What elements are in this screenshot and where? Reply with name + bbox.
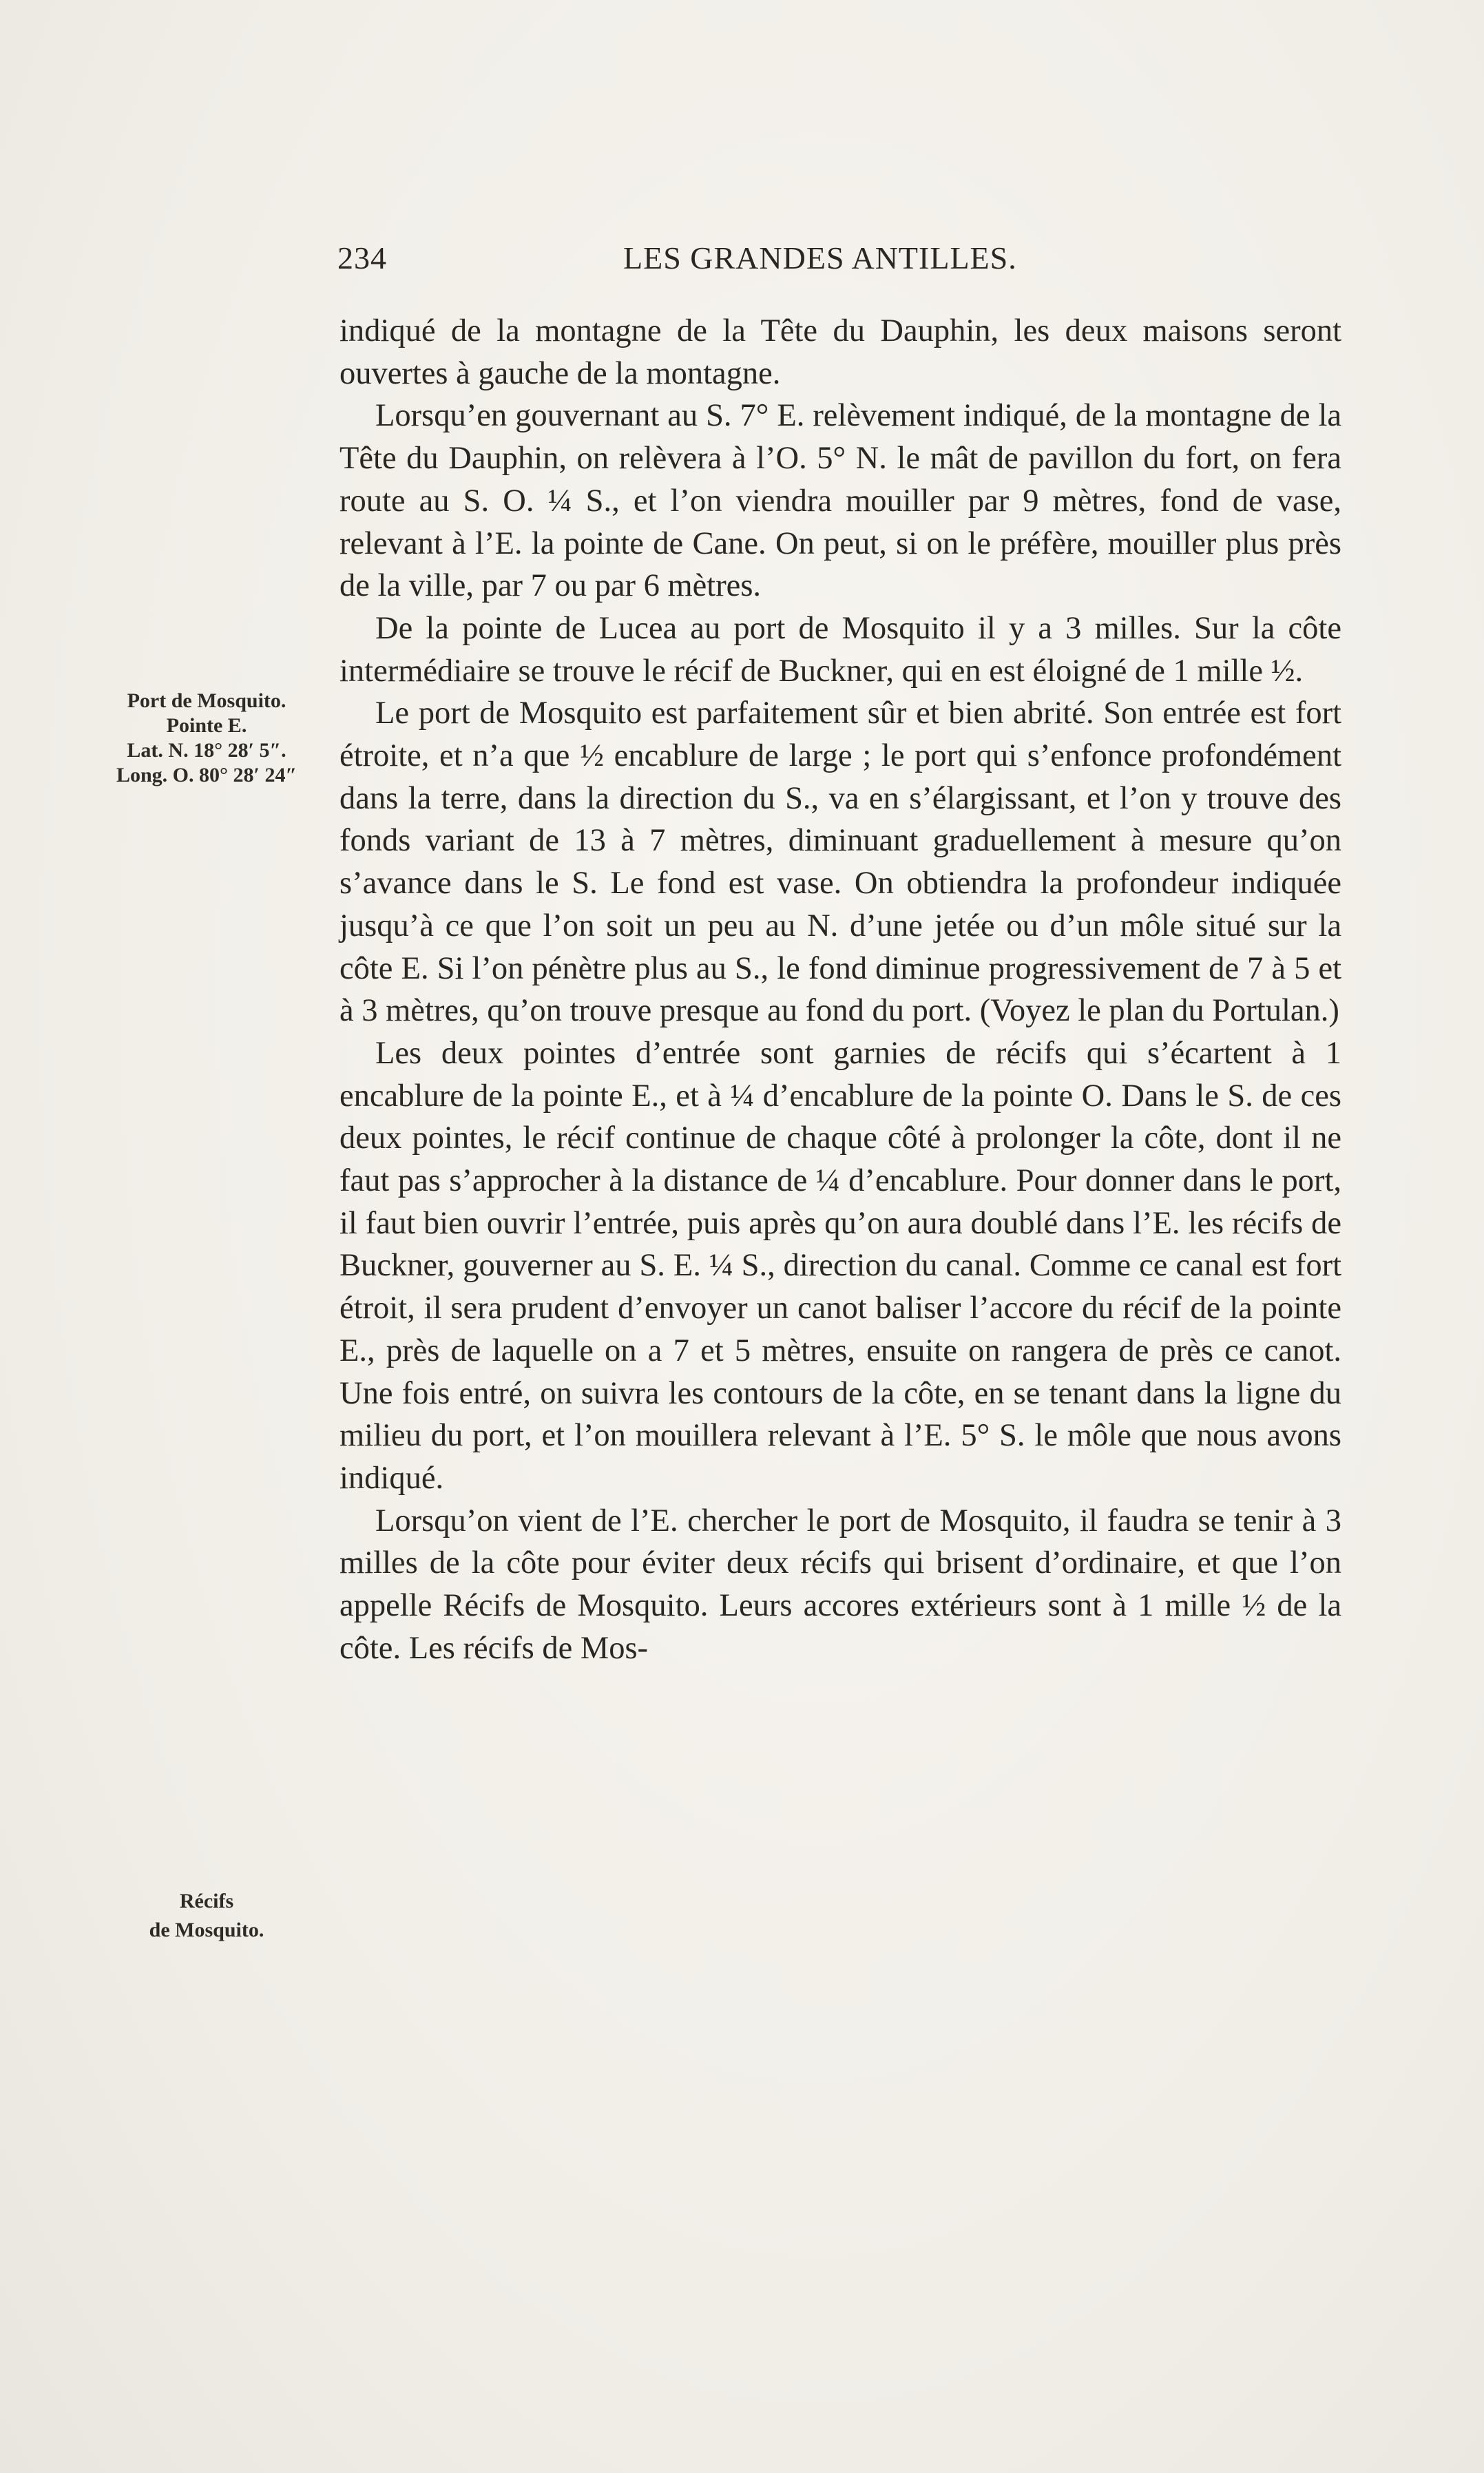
paragraph: De la pointe de Lucea au port de Mosquito il y a 3 milles. Sur la côte intermédiaire se trouve le récif de Buckner, qui en est éloigné de 1 mille ½.	[339, 610, 1341, 689]
margin-note-line: Récifs	[179, 1890, 234, 1912]
margin-note-line: de Mosquito.	[149, 1919, 264, 1941]
margin-note-line: Long. O. 80° 28′ 24″	[116, 764, 297, 786]
body-text	[339, 310, 1341, 1670]
paragraph: indiqué de la montagne de la Tête du Dauphin, les deux maisons seront ouvertes à gauche de la montagne.	[339, 313, 1341, 391]
margin-note-recifs-mosquito	[83, 1887, 331, 1945]
paragraph: Les deux pointes d’entrée sont garnies de récifs qui s’écartent à 1 encablure de la pointe E., et à ¼ d’encablure de la pointe O. Dans le S. de ces deux pointes, le récif continue de chaque côté à prolonger la côte, dont il ne faut pas s’approcher à la distance de ¼ d’encablure. Pour donner dans le port, il faut bien ouvrir l’entrée, puis après qu’on aura doublé dans l’E. les récifs de Buckner, gouverner au S. E. ¼ S., direction du canal. Comme ce canal est fort étroit, il sera prudent d’envoyer un canot baliser l’accore du récif de la pointe E., près de laquelle on a 7 et 5 mètres, ensuite on rangera de près ce canot. Une fois entré, on suivra les contours de la côte, en se tenant dans la ligne du milieu du port, et l’on mouillera relevant à l’E. 5° S. le môle que nous avons indiqué.	[339, 1035, 1341, 1496]
margin-note-line: Lat. N. 18° 28′ 5″.	[127, 739, 286, 762]
paragraph: Le port de Mosquito est parfaitement sûr et bien abrité. Son entrée est fort étroite, et n’a que ½ encablure de large ; le port qui s’enfonce profondément dans la terre, dans la direction du S., va en s’élargissant, et l’on y trouve des fonds variant de 13 à 7 mètres, diminuant graduellement à mesure qu’on s’avance dans le S. Le fond est vase. On obtiendra la profondeur indiquée jusqu’à ce que l’on soit un peu au N. d’une jetée ou d’un môle situé sur la côte E. Si l’on pénètre plus au S., le fond diminue progressivement de 7 à 5 et à 3 mètres, qu’on trouve presque au fond du port. (Voyez le plan du Portulan.)	[339, 696, 1341, 1029]
paragraph: Lorsqu’on vient de l’E. chercher le port de Mosquito, il faudra se tenir à 3 milles de la côte pour éviter deux récifs qui brisent d’ordinaire, et que l’on appelle Récifs de Mosquito. Leurs accores extérieurs sont à 1 mille ½ de la côte. Les récifs de Mos-	[339, 1503, 1341, 1666]
running-head: LES GRANDES ANTILLES.	[623, 240, 1017, 275]
page-header	[337, 240, 1343, 288]
margin-note-port-mosquito	[83, 689, 331, 788]
page-number: 234	[337, 240, 387, 275]
margin-note-line: Port de Mosquito.	[127, 689, 286, 712]
paragraph: Lorsqu’en gouvernant au S. 7° E. relèvement indiqué, de la montagne de la Tête du Dauphin, on relèvera à l’O. 5° N. le mât de pavillon du fort, on fera route au S. O. ¼ S., et l’on viendra mouiller par 9 mètres, fond de vase, relevant à l’E. la pointe de Cane. On peut, si on le préfère, mouiller plus près de la ville, par 7 ou par 6 mètres.	[339, 398, 1341, 604]
margin-note-line: Pointe E.	[166, 714, 247, 737]
